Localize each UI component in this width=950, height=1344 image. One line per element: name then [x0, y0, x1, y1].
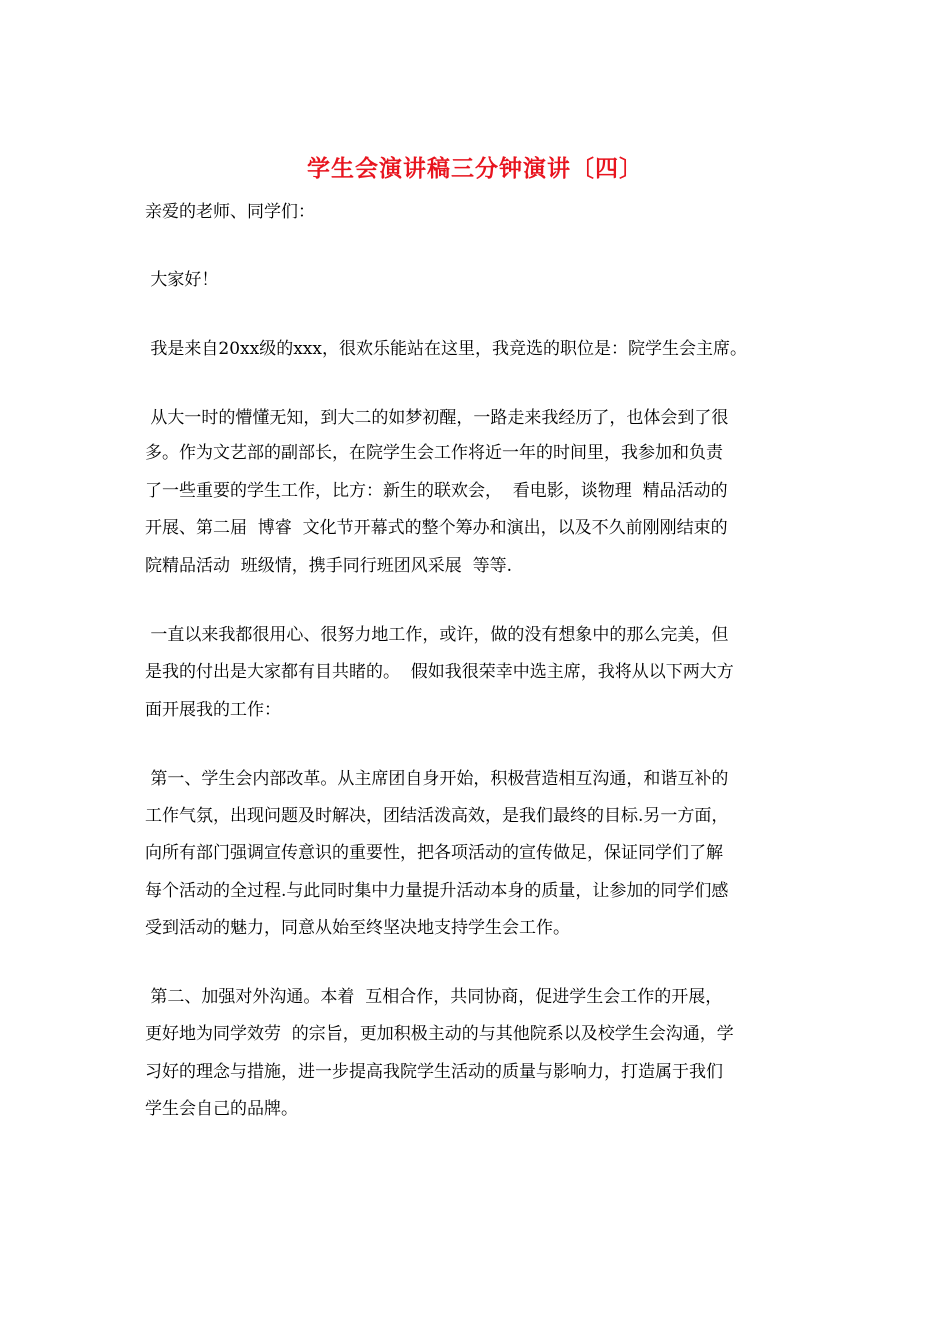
paragraph1-line: 多。作为文艺部的副部长，在院学生会工作将近一年的时间里，我参加和负责	[145, 443, 723, 463]
paragraph1-line: 院精品活动 班级情，携手同行班团风采展 等等.	[145, 556, 513, 576]
paragraph4-line: 习好的理念与措施，进一步提高我院学生活动的质量与影响力，打造属于我们	[145, 1062, 723, 1082]
paragraph4-line: 学生会自己的品牌。	[145, 1099, 298, 1119]
paragraph3-line: 每个活动的全过程.与此同时集中力量提升活动本身的质量，让参加的同学们感	[145, 881, 729, 901]
paragraph2-line: 面开展我的工作：	[145, 700, 281, 720]
salutation: 亲爱的老师、同学们：	[145, 202, 315, 222]
paragraph2-line: 一直以来我都很用心、很努力地工作，或许，做的没有想象中的那么完美，但	[145, 625, 729, 645]
paragraph3-line: 向所有部门强调宣传意识的重要性，把各项活动的宣传做足，保证同学们了解	[145, 843, 723, 863]
paragraph4-line: 更好地为同学效劳 的宗旨，更加积极主动的与其他院系以及校学生会沟通，学	[145, 1024, 734, 1044]
paragraph2-line: 是我的付出是大家都有目共睹的。 假如我很荣幸中选主席，我将从以下两大方	[145, 662, 734, 682]
paragraph3-line: 第一、学生会内部改革。从主席团自身开始，积极营造相互沟通，和谐互补的	[145, 769, 729, 789]
paragraph4-line: 第二、加强对外沟通。本着 互相合作，共同协商，促进学生会工作的开展，	[145, 987, 723, 1007]
paragraph3-line: 受到活动的魅力，同意从始至终坚决地支持学生会工作。	[145, 918, 570, 938]
paragraph1-line: 开展、第二届 博睿 文化节开幕式的整个筹办和演出，以及不久前刚刚结束的	[145, 518, 728, 538]
paragraph1-line: 了一些重要的学生工作，比方：新生的联欢会， 看电影，谈物理 精品活动的	[145, 481, 728, 501]
intro-line: 我是来自20xx级的xxx，很欢乐能站在这里，我竞选的职位是：院学生会主席。	[145, 339, 747, 359]
document-title: 学生会演讲稿三分钟演讲〔四〕	[307, 156, 643, 182]
greeting: 大家好！	[145, 270, 219, 290]
paragraph3-line: 工作气氛，出现问题及时解决，团结活泼高效，是我们最终的目标.另一方面，	[145, 806, 729, 826]
paragraph1-line: 从大一时的懵懂无知，到大二的如梦初醒，一路走来我经历了，也体会到了很	[145, 408, 729, 428]
